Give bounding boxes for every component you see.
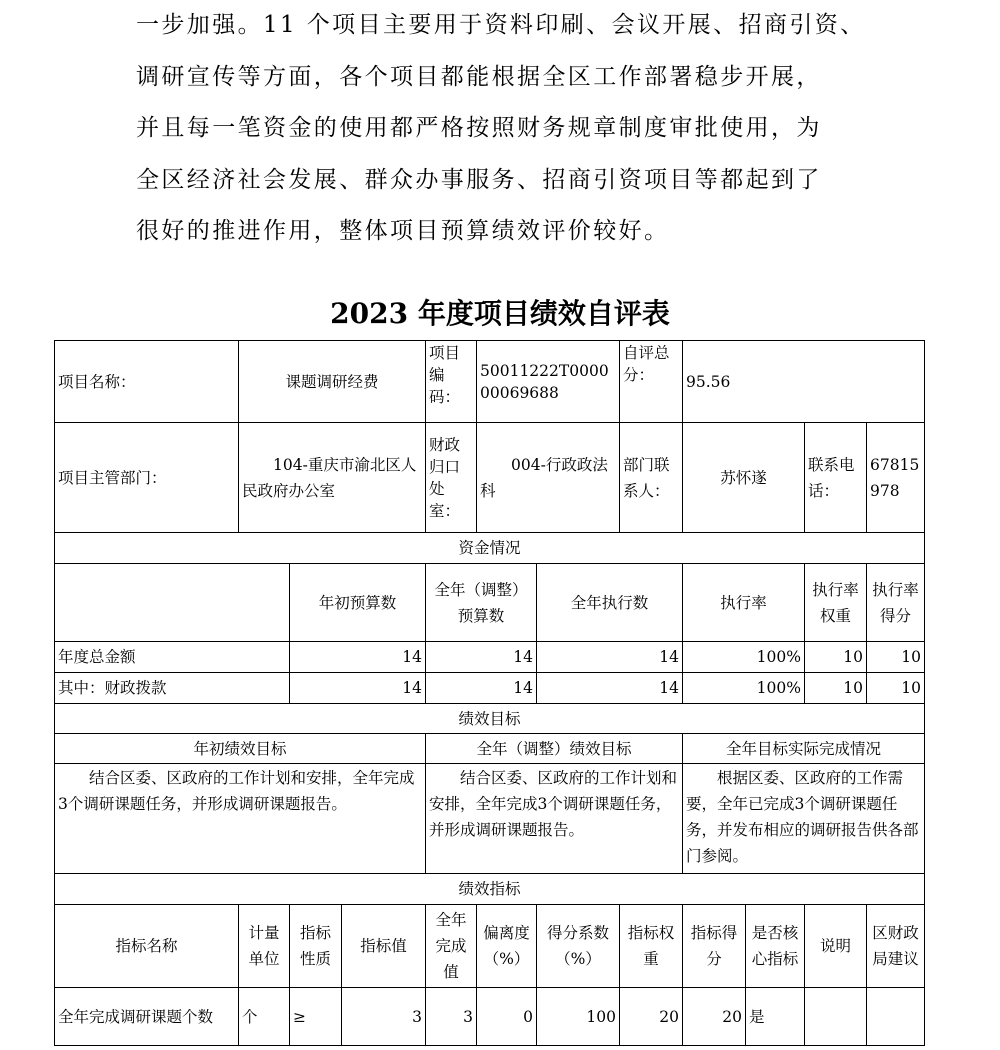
indicator-header: 偏离度（%）	[477, 905, 537, 988]
goals-section-label: 绩效目标	[55, 704, 925, 734]
funds-header: 全年（调整）预算数	[426, 564, 537, 642]
table-row	[55, 704, 925, 734]
funds-row-label: 其中：财政拨款	[55, 673, 290, 704]
funds-cell: 10	[805, 673, 867, 704]
project-name-value: 课题调研经费	[239, 341, 426, 423]
phone-value: 67815978	[867, 423, 925, 533]
indicator-header: 指标名称	[55, 905, 239, 988]
project-name-label: 项目名称：	[55, 341, 239, 423]
funds-cell: 14	[426, 642, 537, 673]
table-row	[55, 764, 925, 874]
performance-table	[54, 340, 925, 1046]
dept-value: 104-重庆市渝北区人民政府办公室	[239, 423, 426, 533]
paragraph-line: 很好的推进作用，整体项目预算绩效评价较好。	[136, 218, 670, 244]
funds-cell: 14	[537, 642, 683, 673]
funds-header: 执行率权重	[805, 564, 867, 642]
indicator-cell	[867, 988, 925, 1046]
contact-value: 苏怀遂	[683, 423, 805, 533]
table-title: 2023 年度项目绩效自评表	[330, 297, 670, 330]
table-row	[55, 423, 925, 533]
indicator-header: 指标得分	[683, 905, 746, 988]
indicator-header: 得分系数（%）	[537, 905, 620, 988]
funds-header-blank	[55, 564, 290, 642]
indicator-cell: 是	[746, 988, 805, 1046]
funds-header: 执行率	[683, 564, 805, 642]
intro-paragraph	[136, 0, 896, 258]
goals-header: 年初绩效目标	[55, 734, 426, 764]
indicator-header: 说明	[805, 905, 867, 988]
funds-header: 全年执行数	[537, 564, 683, 642]
indicator-cell: 个	[239, 988, 290, 1046]
indicator-cell: 20	[683, 988, 746, 1046]
goal-text: 结合区委、区政府的工作计划和安排，全年完成3个调研课题任务，并形成调研课题报告。	[426, 764, 683, 874]
indicator-header: 指标值	[342, 905, 426, 988]
indicator-cell: 100	[537, 988, 620, 1046]
table-row	[55, 642, 925, 673]
indicator-header: 全年完成值	[426, 905, 477, 988]
goals-header: 全年目标实际完成情况	[683, 734, 925, 764]
project-code-label: 项目编码：	[426, 341, 477, 423]
funds-cell: 14	[537, 673, 683, 704]
funds-cell: 100%	[683, 642, 805, 673]
indicator-cell: ≥	[290, 988, 342, 1046]
funds-header: 年初预算数	[290, 564, 426, 642]
self-score-value: 95.56	[683, 341, 925, 423]
phone-label: 联系电话：	[805, 423, 867, 533]
paragraph-line: 一步加强。11 个项目主要用于资料印刷、会议开展、招商引资、	[136, 12, 866, 38]
table-row	[55, 988, 925, 1046]
goals-header: 全年（调整）绩效目标	[426, 734, 683, 764]
finance-office-label: 财政归口处室：	[426, 423, 477, 533]
paragraph-line: 全区经济社会发展、群众办事服务、招商引资项目等都起到了	[136, 166, 822, 193]
indicator-header: 计量单位	[239, 905, 290, 988]
indicator-cell: 3	[342, 988, 426, 1046]
indicator-header: 是否核心指标	[746, 905, 805, 988]
indicator-header: 区财政局建议	[867, 905, 925, 988]
table-row	[55, 341, 925, 423]
indicator-cell: 20	[620, 988, 683, 1046]
table-row	[55, 905, 925, 988]
dept-label: 项目主管部门：	[55, 423, 239, 533]
funds-cell: 14	[426, 673, 537, 704]
indicator-cell	[805, 988, 867, 1046]
funds-cell: 10	[867, 642, 925, 673]
funds-cell: 14	[290, 642, 426, 673]
table-row	[55, 673, 925, 704]
funds-row-label: 年度总金额	[55, 642, 290, 673]
table-row	[55, 874, 925, 905]
funds-cell: 10	[867, 673, 925, 704]
indicator-cell: 3	[426, 988, 477, 1046]
funds-section-label: 资金情况	[55, 533, 925, 564]
indicator-cell: 全年完成调研课题个数	[55, 988, 239, 1046]
paragraph-line: 并且每一笔资金的使用都严格按照财务规章制度审批使用，为	[136, 115, 822, 141]
indicator-cell: 0	[477, 988, 537, 1046]
goal-text: 根据区委、区政府的工作需要，全年已完成3个调研课题任务，并发布相应的调研报告供各部门参阅。	[683, 764, 925, 874]
indicator-header: 指标性质	[290, 905, 342, 988]
project-code-value: 50011222T000000069688	[477, 341, 620, 423]
self-score-label: 自评总分：	[620, 341, 683, 423]
funds-header: 执行率得分	[867, 564, 925, 642]
goal-text: 结合区委、区政府的工作计划和安排，全年完成3个调研课题任务，并形成调研课题报告。	[55, 764, 426, 874]
funds-cell: 100%	[683, 673, 805, 704]
table-row	[55, 564, 925, 642]
paragraph-line: 调研宣传等方面，各个项目都能根据全区工作部署稳步开展，	[136, 63, 822, 90]
indicator-header: 指标权重	[620, 905, 683, 988]
indicators-section-label: 绩效指标	[55, 874, 925, 905]
table-row	[55, 734, 925, 764]
contact-label: 部门联系人：	[620, 423, 683, 533]
finance-office-value: 004-行政政法科	[477, 423, 620, 533]
funds-cell: 14	[290, 673, 426, 704]
funds-cell: 10	[805, 642, 867, 673]
table-row	[55, 533, 925, 564]
